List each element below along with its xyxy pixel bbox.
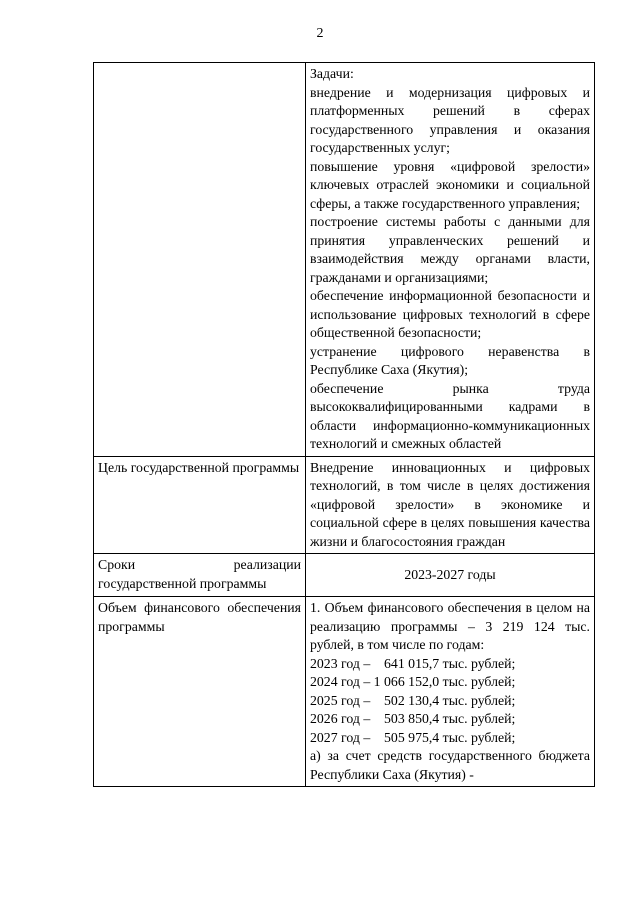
program-passport-table: [93, 62, 595, 787]
goal-label: Цель государственной программы: [98, 459, 300, 475]
task-item: обеспечение рынка труда высококвалифицированными кадрами в области информационно-коммуникационных технологий и смежных областей: [310, 380, 590, 451]
tasks-row: [94, 63, 595, 457]
page-number: 2: [316, 26, 324, 41]
terms-value: 2023-2027 годы: [404, 566, 496, 582]
terms-row: [94, 554, 595, 597]
funding-intro: 1. Объем финансового обеспечения в целом на реализацию программы – 3 219 124 тыс. рублей, в том числе по годам:: [310, 600, 590, 652]
funding-label: Объем финансового обеспечения программы: [98, 600, 301, 634]
terms-label-cell: [94, 554, 306, 597]
goal-text: Внедрение инновационных и цифровых технологий, в том числе в целях достижения «цифровой зрелости» в экономике и социальной сфере в целях повышения качества жизни и благосостояния граждан: [310, 459, 590, 549]
funding-value-cell: [306, 597, 595, 787]
funding-label-cell: [94, 597, 306, 787]
goal-row: [94, 456, 595, 554]
funding-row: [94, 597, 595, 787]
terms-label: Сроки реализации государственной программы: [98, 557, 301, 591]
task-item: внедрение и модернизация цифровых и платформенных решений в сферах государственного управления и оказания государственных услуг;: [310, 84, 590, 155]
funding-year-item: 2025 год – 502 130,4 тыс. рублей;: [310, 692, 516, 708]
goal-label-cell: [94, 456, 306, 554]
tasks-heading: Задачи:: [310, 66, 354, 81]
tasks-label-cell: [94, 63, 306, 457]
funding-years-list: [310, 655, 590, 748]
terms-value-cell: [306, 554, 595, 597]
funding-year-item: 2024 год – 1 066 152,0 тыс. рублей;: [310, 674, 516, 689]
funding-year-item: 2023 год – 641 015,7 тыс. рублей;: [310, 655, 516, 671]
tasks-value-cell: [306, 63, 595, 457]
funding-year-item: 2027 год – 505 975,4 тыс. рублей;: [310, 729, 516, 745]
task-item: устранение цифрового неравенства в Республике Саха (Якутия);: [310, 343, 590, 377]
goal-value-cell: [306, 456, 595, 554]
funding-sub-a: а) за счет средств государственного бюджета Республики Саха (Якутия) -: [310, 748, 590, 782]
task-item: повышение уровня «цифровой зрелости» ключевых отраслей экономики и социальной сферы, а также государственного управления;: [310, 158, 590, 211]
funding-year-item: 2026 год – 503 850,4 тыс. рублей;: [310, 711, 516, 726]
task-item: обеспечение информационной безопасности и использование цифровых технологий в сфере общественной безопасности;: [310, 288, 590, 340]
task-item: построение системы работы с данными для принятия управленческих решений и взаимодействия между органами власти, гражданами и организациями;: [310, 214, 590, 285]
